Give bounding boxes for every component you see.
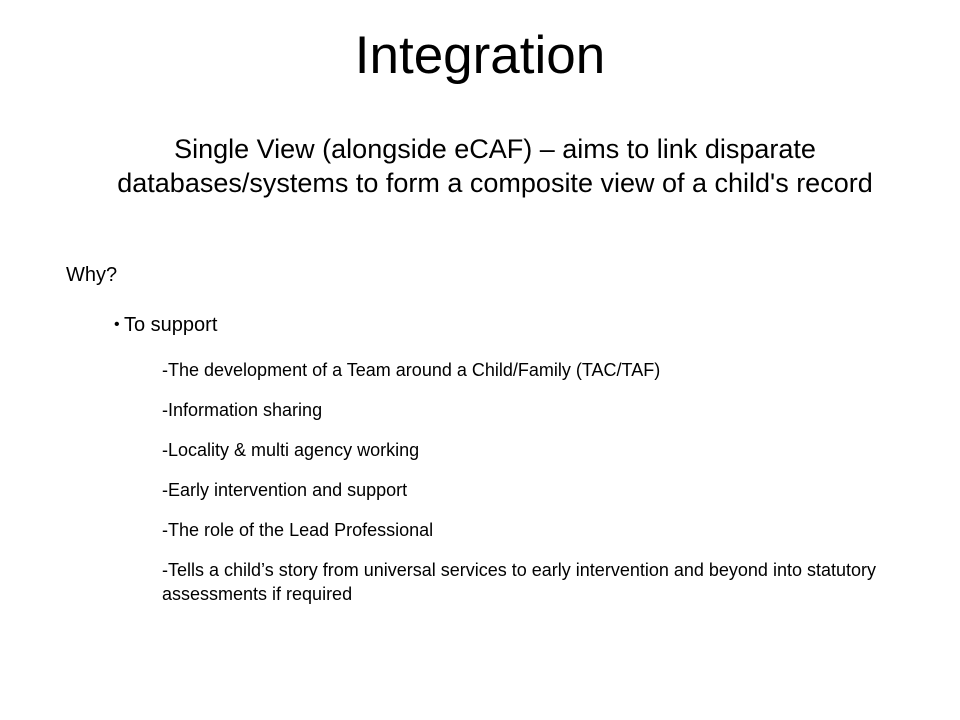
slide-subtitle: Single View (alongside eCAF) – aims to link disparate databases/systems to form a composite view of a child's record (117, 134, 873, 198)
list-item: -Early intervention and support (162, 480, 408, 500)
why-heading: Why? (66, 264, 118, 286)
list-item: -Information sharing (162, 400, 323, 420)
bullet-dot-icon: • (114, 316, 120, 333)
support-list (162, 358, 902, 622)
list-item: -Locality & multi agency working (162, 440, 420, 460)
bullet-label: To support (124, 314, 218, 336)
list-item: -Tells a child’s story from universal services to early intervention and beyond into statutory assessments if required (162, 560, 876, 604)
slide-title: Integration (354, 26, 606, 85)
list-item: -The role of the Lead Professional (162, 520, 434, 540)
list-item: -The development of a Team around a Child/Family (TAC/TAF) (162, 360, 661, 380)
bullet-to-support (114, 312, 217, 338)
